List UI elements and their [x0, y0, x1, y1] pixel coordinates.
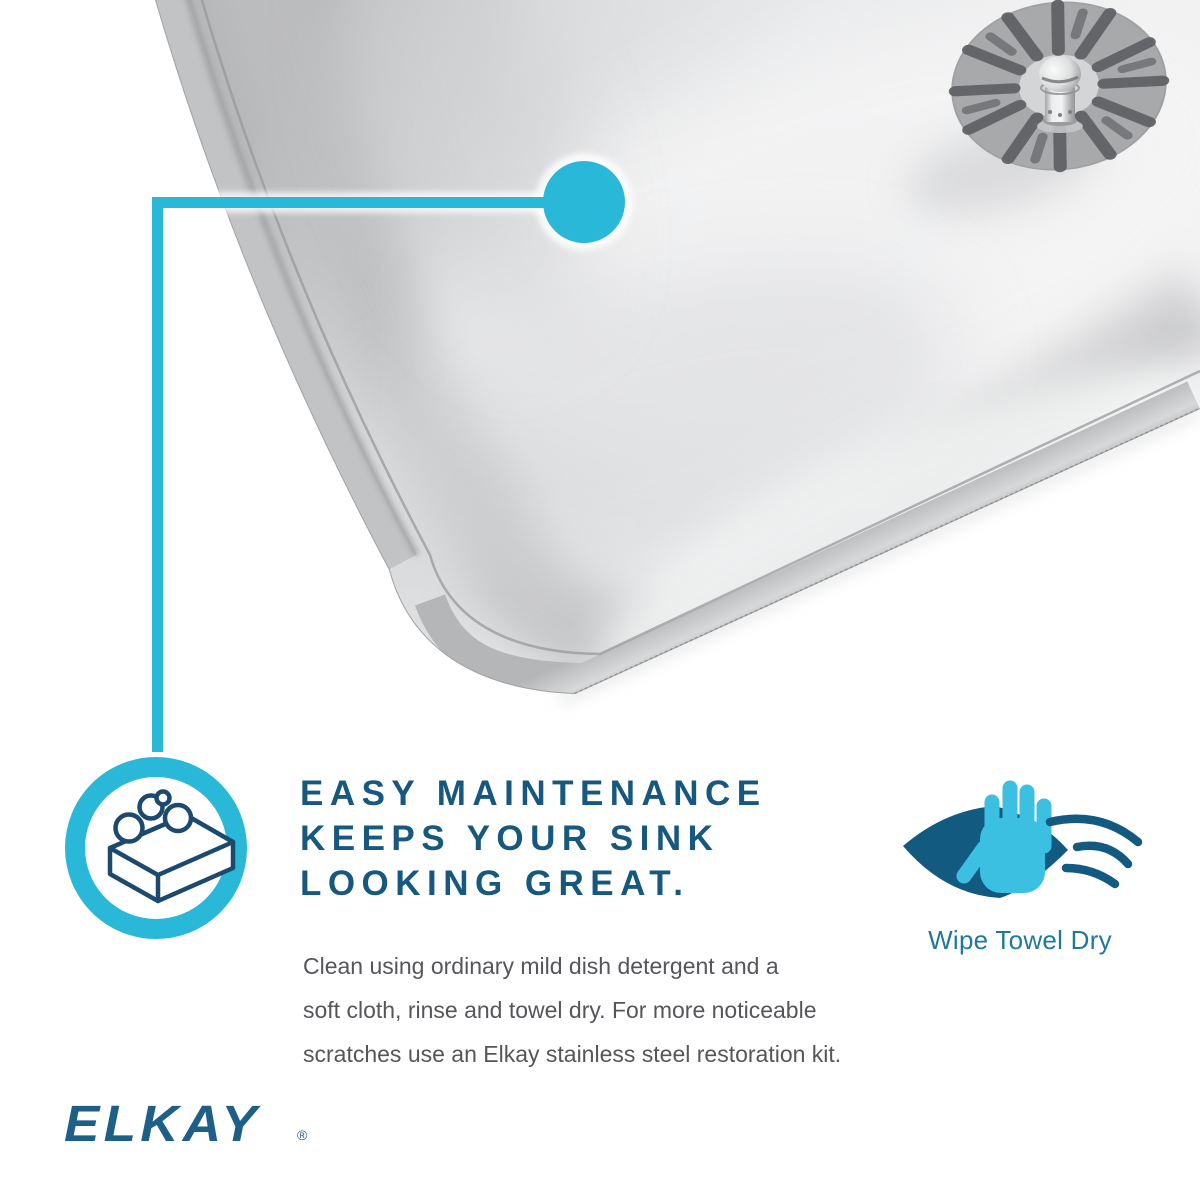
headline [300, 771, 767, 906]
wipe-towel-dry-label: Wipe Towel Dry [928, 925, 1112, 955]
headline-line: KEEPS YOUR SINK [300, 819, 720, 858]
body-line: soft cloth, rinse and towel dry. For more noticeable [303, 997, 817, 1023]
registered-mark: ® [297, 1127, 308, 1143]
body-line: scratches use an Elkay stainless steel restoration kit. [303, 1041, 842, 1067]
headline-line: EASY MAINTENANCE [300, 774, 767, 813]
callout-dot [543, 161, 625, 243]
elkay-logo: ELKAY [64, 1095, 262, 1152]
body-copy [303, 944, 841, 1076]
sink-photo [155, 0, 1200, 742]
body-line: Clean using ordinary mild dish detergent and a [303, 953, 779, 979]
maintenance-ring [75, 767, 237, 929]
wipe-towel-dry-icon [903, 788, 1138, 898]
headline-line: LOOKING GREAT. [300, 864, 690, 903]
soap-bar-icon [110, 792, 233, 902]
